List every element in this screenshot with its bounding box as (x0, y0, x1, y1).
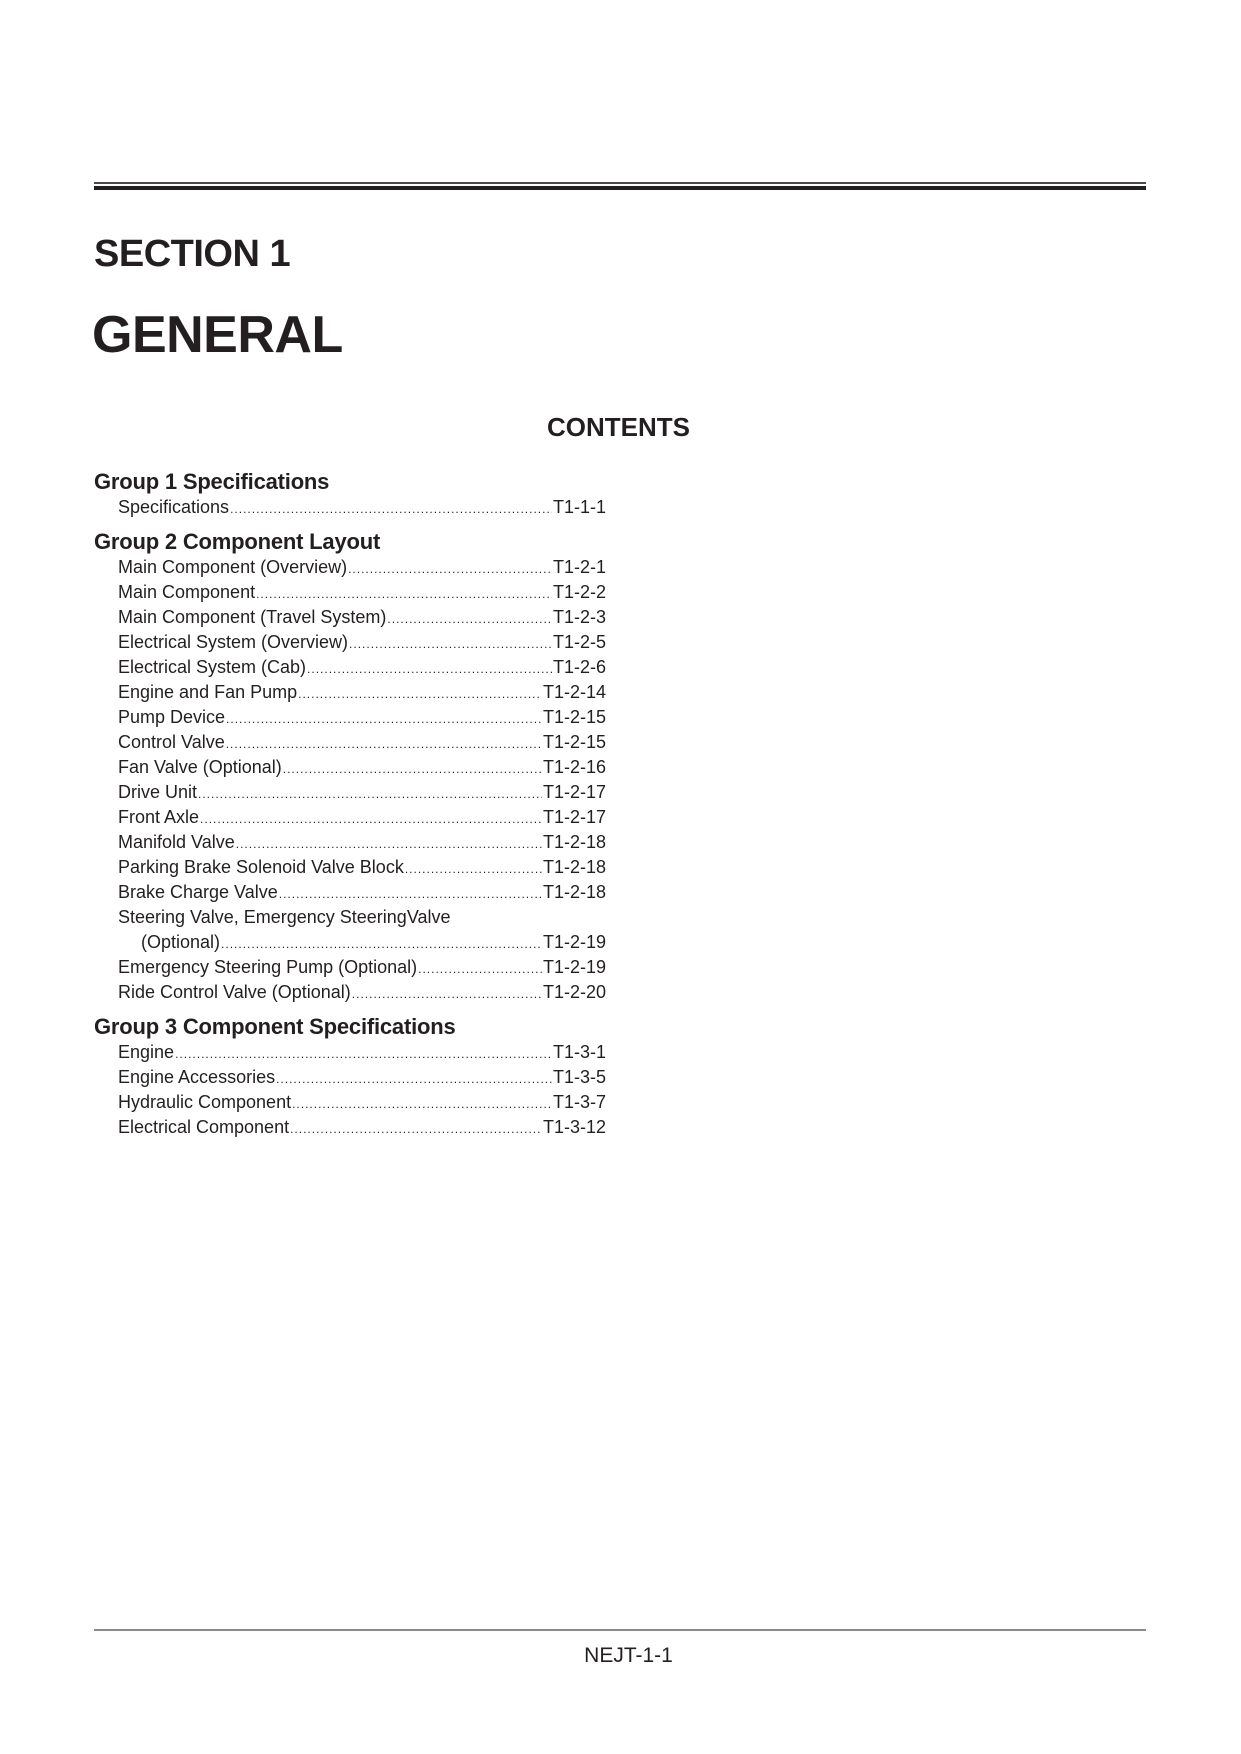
dot-leader (200, 813, 542, 825)
toc-entry[interactable] (94, 755, 606, 780)
toc-entry[interactable] (94, 605, 606, 630)
toc-entry-page: T1-2-5 (552, 632, 606, 652)
toc-entry-page: T1-2-1 (552, 557, 606, 577)
toc-entry-label: Engine and Fan Pump (118, 682, 298, 702)
toc-entry-label: Main Component (118, 582, 256, 602)
dot-leader (256, 588, 552, 600)
header-rule-thick (94, 186, 1146, 190)
dot-leader (290, 1123, 542, 1135)
toc-entry-page: T1-2-17 (542, 782, 606, 802)
toc-entry-label: Electrical System (Overview) (118, 632, 349, 652)
toc-entry-label: Brake Charge Valve (118, 882, 278, 902)
toc-entry-label: Front Axle (118, 807, 200, 827)
toc-entry-page: T1-2-18 (542, 832, 606, 852)
dot-leader (307, 663, 552, 675)
toc-entry-label: Emergency Steering Pump (Optional) (118, 957, 418, 977)
contents-heading: CONTENTS (547, 412, 690, 442)
dot-leader (221, 938, 542, 950)
dot-leader (405, 863, 542, 875)
header-rule-thin (94, 182, 1146, 184)
dot-leader (226, 713, 542, 725)
toc-entry-page: T1-2-14 (542, 682, 606, 702)
toc-entry[interactable] (94, 1065, 606, 1090)
toc-entry-label: Parking Brake Solenoid Valve Block (118, 857, 404, 877)
dot-leader (198, 788, 542, 800)
toc-entry[interactable] (94, 630, 606, 655)
toc-entry-page: T1-3-5 (552, 1067, 606, 1087)
toc-entry-page: T1-2-2 (552, 582, 606, 602)
toc-entry-label: Main Component (Travel System) (118, 607, 387, 627)
toc-entry[interactable] (94, 780, 606, 805)
toc-entry-label: Manifold Valve (118, 832, 235, 852)
section-title: GENERAL (92, 306, 343, 364)
toc-entry-page: T1-2-18 (542, 857, 606, 877)
toc-entry-page: T1-2-19 (542, 932, 606, 952)
toc-entry[interactable] (94, 880, 606, 905)
toc-entry[interactable] (94, 555, 606, 580)
toc-entry[interactable] (94, 655, 606, 680)
toc-entry[interactable] (94, 730, 606, 755)
dot-leader (230, 503, 552, 515)
dot-leader (283, 763, 542, 775)
toc-entry-page: T1-2-16 (542, 757, 606, 777)
toc-entry-page: T1-2-3 (552, 607, 606, 627)
toc-entry-label: Engine Accessories (118, 1067, 276, 1087)
dot-leader (279, 888, 542, 900)
footer-page-id: NEJT-1-1 (584, 1644, 673, 1667)
toc-entry[interactable] (94, 1040, 606, 1065)
toc-entry-label: Steering Valve, Emergency SteeringValve (118, 907, 451, 927)
toc-entry-label: Fan Valve (Optional) (118, 757, 282, 777)
dot-leader (387, 613, 552, 625)
toc-entry-label: Specifications (118, 497, 230, 517)
toc-entry-label-continued: (Optional) (141, 932, 221, 952)
toc-group-title: Group 3 Component Specifications (94, 1014, 456, 1039)
toc-entry-page: T1-3-7 (552, 1092, 606, 1112)
dot-leader (298, 688, 542, 700)
toc-entry[interactable] (94, 705, 606, 730)
dot-leader (226, 738, 542, 750)
toc-entry[interactable] (94, 805, 606, 830)
toc-entry-label: Electrical Component (118, 1117, 290, 1137)
toc-entry[interactable] (94, 830, 606, 855)
toc-group-3 (94, 1013, 606, 1140)
dot-leader (348, 563, 552, 575)
toc-entry[interactable] (94, 905, 606, 955)
dot-leader (175, 1048, 552, 1060)
toc-entry-page: T1-2-19 (542, 957, 606, 977)
dot-leader (292, 1098, 552, 1110)
toc-group-1 (94, 468, 606, 520)
toc-group-2 (94, 528, 606, 1005)
toc-entry-label: Electrical System (Cab) (118, 657, 307, 677)
toc-entry[interactable] (94, 980, 606, 1005)
dot-leader (276, 1073, 552, 1085)
toc-entry-page: T1-2-6 (552, 657, 606, 677)
toc-entry-label: Drive Unit (118, 782, 198, 802)
toc-entry-page: T1-3-1 (552, 1042, 606, 1062)
toc-entry[interactable] (94, 955, 606, 980)
toc-entry-label: Hydraulic Component (118, 1092, 292, 1112)
toc-entry-page: T1-1-1 (552, 497, 606, 517)
toc-entry[interactable] (94, 855, 606, 880)
toc-entry-page: T1-2-18 (542, 882, 606, 902)
toc-entry[interactable] (94, 495, 606, 520)
toc-entry-page: T1-2-17 (542, 807, 606, 827)
toc-entry[interactable] (94, 580, 606, 605)
toc-entry-page: T1-2-15 (542, 732, 606, 752)
toc-entry[interactable] (94, 680, 606, 705)
dot-leader (236, 838, 542, 850)
toc-entry-page: T1-2-20 (542, 982, 606, 1002)
dot-leader (418, 963, 542, 975)
dot-leader (349, 638, 552, 650)
toc-entry-page: T1-3-12 (542, 1117, 606, 1137)
toc-entry-label: Control Valve (118, 732, 225, 752)
footer-rule (94, 1629, 1146, 1631)
section-label: SECTION 1 (94, 233, 291, 275)
toc-group-title: Group 2 Component Layout (94, 529, 381, 554)
dot-leader (352, 988, 542, 1000)
toc-entry-label: Ride Control Valve (Optional) (118, 982, 351, 1002)
toc-group-title: Group 1 Specifications (94, 469, 330, 494)
toc-entry[interactable] (94, 1090, 606, 1115)
toc-entry-page: T1-2-15 (542, 707, 606, 727)
toc-entry-label: Pump Device (118, 707, 226, 727)
toc-entry[interactable] (94, 1115, 606, 1140)
toc-entry-label: Engine (118, 1042, 175, 1062)
toc-entry-label: Main Component (Overview) (118, 557, 348, 577)
table-of-contents (94, 468, 606, 1148)
